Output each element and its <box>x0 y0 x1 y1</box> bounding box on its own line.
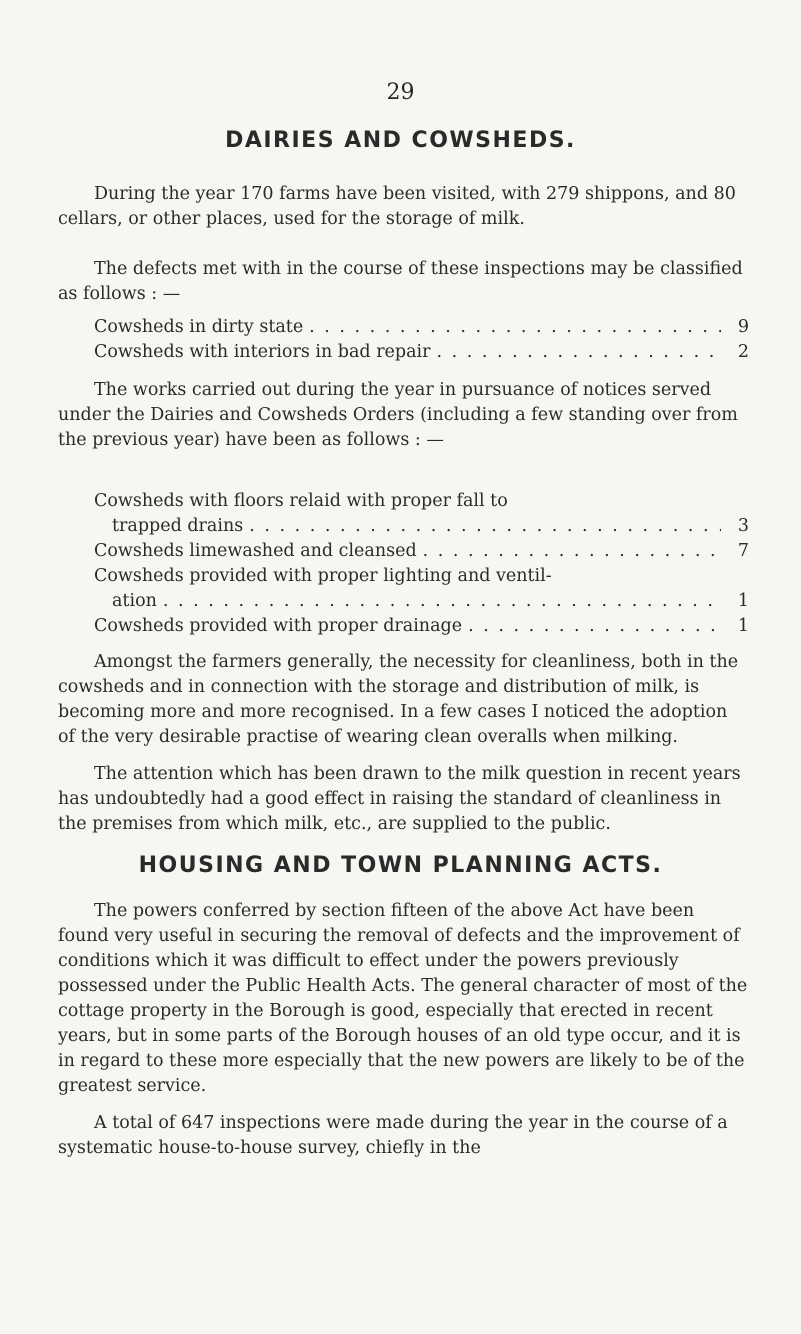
section-heading-housing: HOUSING AND TOWN PLANNING ACTS. <box>138 853 663 878</box>
paragraph-visits <box>58 182 748 232</box>
item-label: Cowsheds with interiors in bad repair <box>94 342 431 362</box>
paragraph-text: The works carried out during the year in pursuance of notices served under the Dairies and Cowsheds Orders (including a few standing over from the previous year) have been as follows : — <box>58 380 738 450</box>
item-label: Cowsheds provided with proper lighting and ventil- <box>94 566 552 586</box>
paragraph-text: The attention which has been drawn to the milk question in recent years has undoubtedly had a good effect in raising the standard of cleanliness in the premises from which milk, etc., are supplied to the public. <box>58 764 741 834</box>
paragraph-cleanliness <box>58 650 748 750</box>
item-value: 1 <box>737 616 749 636</box>
item-value: 9 <box>737 317 749 337</box>
paragraph-powers <box>58 899 748 1099</box>
list-item-work <box>94 564 749 614</box>
item-label-continued: trapped drains <box>112 516 244 536</box>
section-heading-dairies: DAIRIES AND COWSHEDS. <box>225 128 576 153</box>
paragraph-text: The defects met with in the course of these inspections may be classified as follows : — <box>58 259 743 304</box>
item-label-continued: ation <box>112 591 157 611</box>
dot-leader <box>163 589 721 614</box>
list-item-work <box>94 489 749 539</box>
item-label: Cowsheds limewashed and cleansed <box>94 541 417 561</box>
dot-leader <box>249 514 721 539</box>
paragraph-defects-intro <box>58 257 748 307</box>
item-label: Cowsheds provided with proper drainage <box>94 616 463 636</box>
paragraph-text: The powers conferred by section fifteen of the above Act have been found very useful in securing the removal of defects and the improvement of conditions which it was difficult to effect under the powers previously possessed under the Public Health Acts. The general character of most of the cottage property in the Borough is good, especially that erected in recent years, but in some parts of the Borough houses of an old type occur, and it is in regard to these more especially that the new powers are likely to be of the greatest service. <box>58 901 748 1096</box>
list-item-defect <box>94 340 749 365</box>
item-value: 2 <box>737 342 749 362</box>
list-item-defect <box>94 315 749 340</box>
dot-leader <box>309 315 721 340</box>
paragraph-milk-question <box>58 762 748 837</box>
item-label: Cowsheds in dirty state <box>94 317 304 337</box>
dot-leader <box>423 539 721 564</box>
list-item-work <box>94 539 749 564</box>
dot-leader <box>468 614 721 639</box>
paragraph-inspections <box>58 1111 748 1161</box>
item-value: 1 <box>737 591 749 611</box>
paragraph-text: A total of 647 inspections were made during the year in the course of a systematic house-to-house survey, chiefly in the <box>58 1113 728 1158</box>
paragraph-text: During the year 170 farms have been visited, with 279 shippons, and 80 cellars, or other places, used for the storage of milk. <box>58 184 736 229</box>
list-item-work <box>94 614 749 639</box>
page-number: 29 <box>386 80 415 105</box>
item-value: 3 <box>737 516 749 536</box>
paragraph-works-intro <box>58 378 748 453</box>
item-value: 7 <box>737 541 749 561</box>
paragraph-text: Amongst the farmers generally, the necessity for cleanliness, both in the cowsheds and in connection with the storage and distribution of milk, is becoming more and more recognised. In a few cases I noticed the adoption of the very desirable practise of wearing clean overalls when milking. <box>58 652 739 747</box>
item-label: Cowsheds with floors relaid with proper fall to <box>94 491 508 511</box>
dot-leader <box>437 340 721 365</box>
